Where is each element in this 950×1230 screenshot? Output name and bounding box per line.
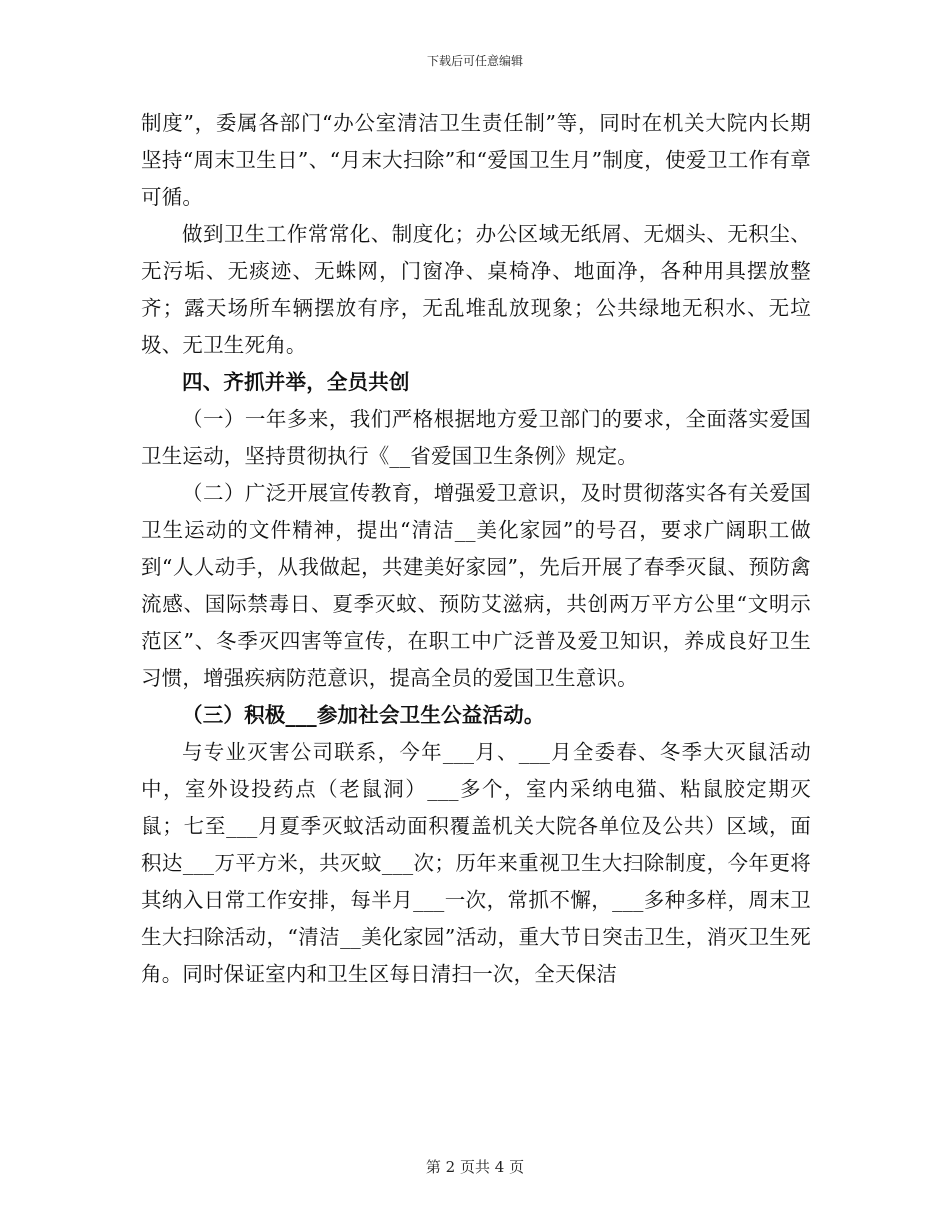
page-header: 下载后可任意编辑 <box>426 54 523 68</box>
section-heading-4: 四、齐抓并举，全员共创 <box>182 370 410 394</box>
page-footer: 第 2 页共 4 页 <box>425 1158 525 1176</box>
paragraph-pest-control: 与专业灭害公司联系，今年___月、___月全委春、冬季大灭鼠活动中，室外设投药点（老鼠洞）___多个，室内采纳电猫、粘鼠胶定期灭鼠；七至___月夏季灭蚊活动面积覆盖机关大院各单位及公共）区域，面积达___万平方米，共灭蚊___次；历年来重视卫生大扫除制度，今年更将其纳入日常工作安排，每半月___一次，常抓不懈，___多种多样，周末卫生大扫除活动，“清洁__美化家园”活动，重大节日突击卫生，消灭卫生死角。同时保证室内和卫生区每日清扫一次，全天保洁 <box>141 740 811 986</box>
paragraph-item-1: （一）一年多来，我们严格根据地方爱卫部门的要求，全面落实爱国卫生运动，坚持贯彻执行《__省爱国卫生条例》规定。 <box>141 407 811 468</box>
document-body <box>141 105 811 993</box>
paragraph-hygiene-standards: 做到卫生工作常常化、制度化；办公区域无纸屑、无烟头、无积尘、无污垢、无痰迹、无蛛网，门窗净、桌椅净、地面净，各种用具摆放整齐；露天场所车辆摆放有序，无乱堆乱放现象；公共绿地无积水、无垃圾、无卫生死角。 <box>141 222 811 357</box>
paragraph-item-2: （二）广泛开展宣传教育，增强爱卫意识，及时贯彻落实各有关爱国卫生运动的文件精神，提出“清洁__美化家园”的号召，要求广阔职工做到“人人动手，从我做起，共建美好家园”，先后开展了春季灭鼠、预防禽流感、国际禁毒日、夏季灭蚊、预防艾滋病，共创两万平方公里“文明示范区”、冬季灭四害等宣传，在职工中广泛普及爱卫知识，养成良好卫生习惯，增强疾病防范意识，提高全员的爱国卫生意识。 <box>141 481 811 690</box>
subheading-item-3: （三）积极___参加社会卫生公益活动。 <box>182 703 545 727</box>
paragraph-continuation: 制度”，委属各部门“办公室清洁卫生责任制”等，同时在机关大院内长期坚持“周末卫生日”、“月末大扫除”和“爱国卫生月”制度，使爱卫工作有章可循。 <box>141 111 811 209</box>
